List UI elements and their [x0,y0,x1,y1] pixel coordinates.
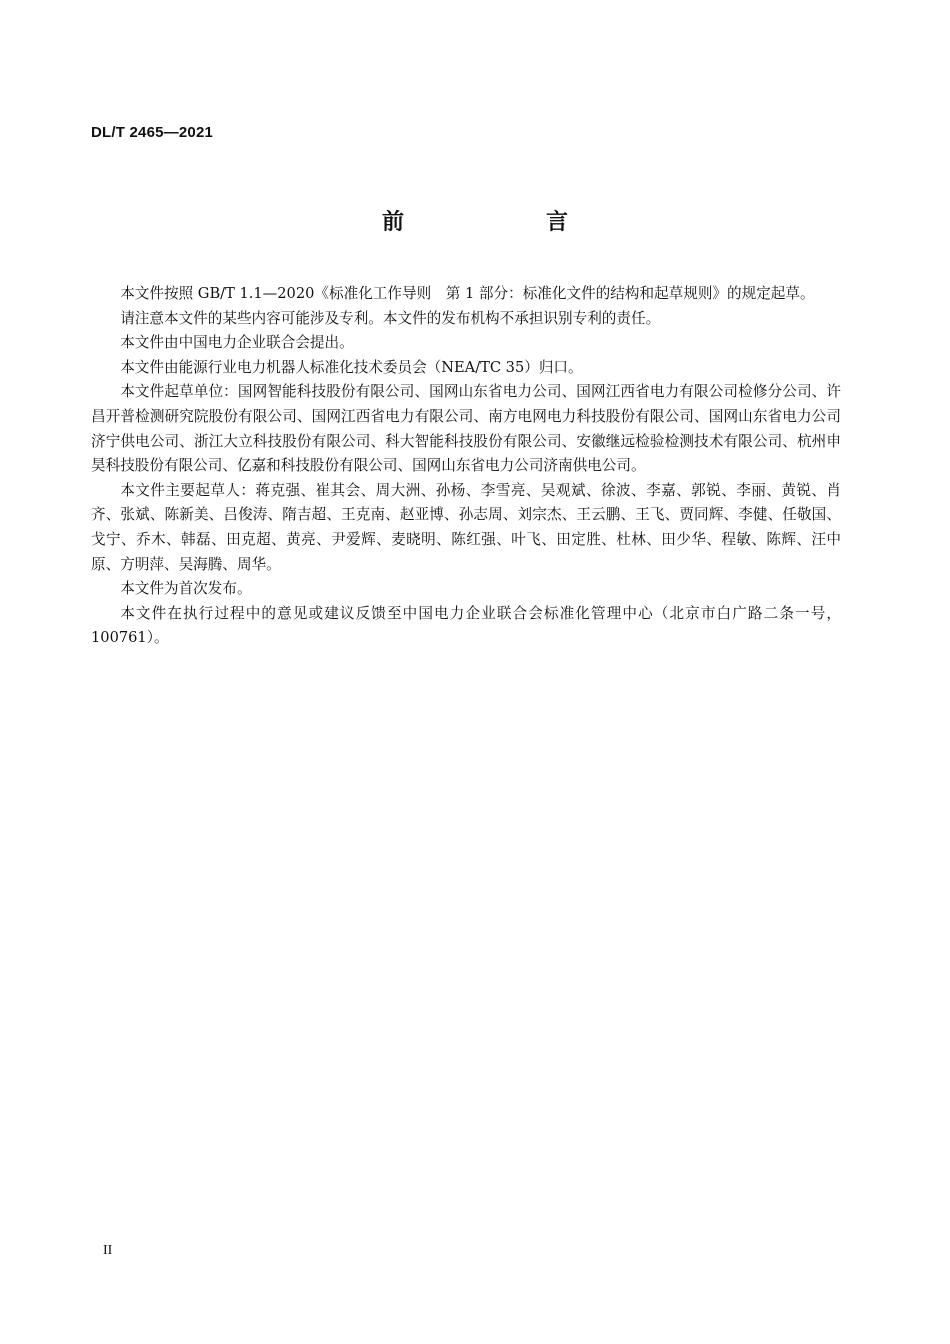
paragraph-drafting-units: 本文件起草单位：国网智能科技股份有限公司、国网山东省电力公司、国网江西省电力有限公司检修分公司、许昌开普检测研究院股份有限公司、国网江西省电力有限公司、南方电网电力科技股份有限公司、国网山东省电力公司济宁供电公司、浙江大立科技股份有限公司、科大智能科技股份有限公司、安徽继远检验检测技术有限公司、杭州申昊科技股份有限公司、亿嘉和科技股份有限公司、国网山东省电力公司济南供电公司。 [91,383,841,475]
paragraph-feedback: 本文件在执行过程中的意见或建议反馈至中国电力企业联合会标准化管理中心（北京市白广路二条一号，100761）。 [91,604,841,647]
paragraph-patent-notice: 请注意本文件的某些内容可能涉及专利。本文件的发布机构不承担识别专利的责任。 [120,309,661,327]
document-code: DL/T 2465—2021 [91,124,214,141]
paragraph-drafters: 本文件主要起草人：蒋克强、崔其会、周大洲、孙杨、李雪亮、吴观斌、徐波、李嘉、郭锐、李丽、黄锐、肖齐、张斌、陈新美、吕俊涛、隋吉超、王克南、赵亚博、孙志周、刘宗杰、王云鹏、王飞、贾同辉、李健、任敬国、戈宁、乔木、韩磊、田克超、黄亮、尹爱辉、麦晓明、陈红强、叶飞、田定胜、杜林、田少华、程敏、陈辉、汪中原、方明萍、吴海腾、周华。 [91,481,841,573]
paragraph-drafting-rules: 本文件按照 GB/T 1.1—2020《标准化工作导则 第 1 部分：标准化文件的结构和起草规则》的规定起草。 [120,285,815,302]
paragraph-first-release: 本文件为首次发布。 [120,580,252,598]
page-title: 前 言 [381,210,628,235]
page-number: II [103,1243,113,1258]
paragraph-committee: 本文件由能源行业电力机器人标准化技术委员会（NEA/TC 35）归口。 [120,358,583,376]
foreword-body [91,282,841,651]
paragraph-proposer: 本文件由中国电力企业联合会提出。 [120,334,354,352]
